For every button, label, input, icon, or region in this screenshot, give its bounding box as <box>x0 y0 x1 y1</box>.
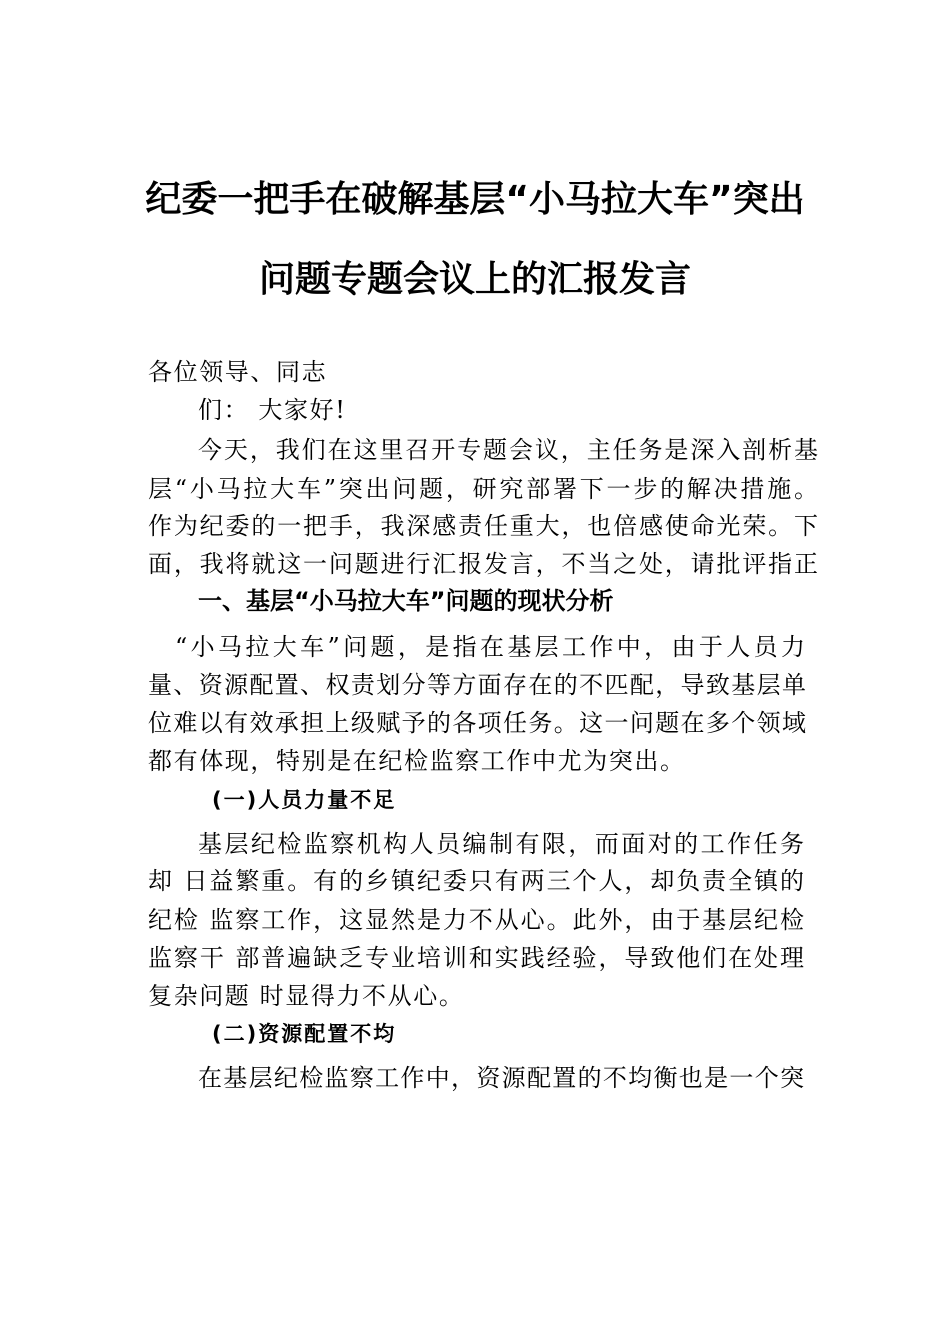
subsection-1-line-1: 基层纪检监察机构人员编制有限，而面对的工作任务 <box>198 830 804 858</box>
intro-line-3: 作为纪委的一把手，我深感责任重大，也倍感使命光荣。下 <box>148 512 818 540</box>
section-1-line-4: 都有体现，特别是在纪检监察工作中尤为突出。 <box>148 747 686 775</box>
subsection-1-line-4: 监察干 部普遍缺乏专业培训和实践经验，导致他们在处理 <box>148 944 804 972</box>
section-1-line-2: 量、资源配置、权责划分等方面存在的不匹配，导致基层单 <box>148 671 806 699</box>
subsection-1-line-5: 复杂问题 时显得力不从心。 <box>148 982 465 1010</box>
subsection-1-line-2: 却 日益繁重。有的乡镇纪委只有两三个人，却负责全镇的 <box>148 867 804 895</box>
subsection-2-heading: (二)资源配置不均 <box>212 1022 397 1046</box>
intro-line-1: 今天，我们在这里召开专题会议，主任务是深入剖析基 <box>198 436 818 464</box>
subsection-1-line-3: 纪检 监察工作，这显然是力不从心。此外，由于基层纪检 <box>148 906 804 934</box>
document-title-line-2: 问题专题会议上的汇报发言 <box>258 259 691 300</box>
subsection-2-line-1: 在基层纪检监察工作中，资源配置的不均衡也是一个突 <box>198 1064 804 1092</box>
section-1-heading: 一、基层“小马拉大车”问题的现状分析 <box>198 587 614 615</box>
greeting-line-1: 各位领导、同志 <box>148 358 328 386</box>
greeting-line-2: 们： 大家好! <box>198 396 347 424</box>
subsection-1-heading: (一)人员力量不足 <box>212 788 397 812</box>
intro-line-4: 面，我将就这一问题进行汇报发言，不当之处，请批评指正 <box>148 550 818 578</box>
section-1-line-1: “小马拉大车”问题，是指在基层工作中，由于人员力 <box>175 633 805 661</box>
intro-line-2: 层“小马拉大车”突出问题，研究部署下一步的解决措施。 <box>148 475 818 503</box>
section-1-line-3: 位难以有效承担上级赋予的各项任务。这一问题在多个领域 <box>148 709 806 737</box>
document-title-line-1: 纪委一把手在破解基层“小马拉大车”突出 <box>145 179 805 220</box>
